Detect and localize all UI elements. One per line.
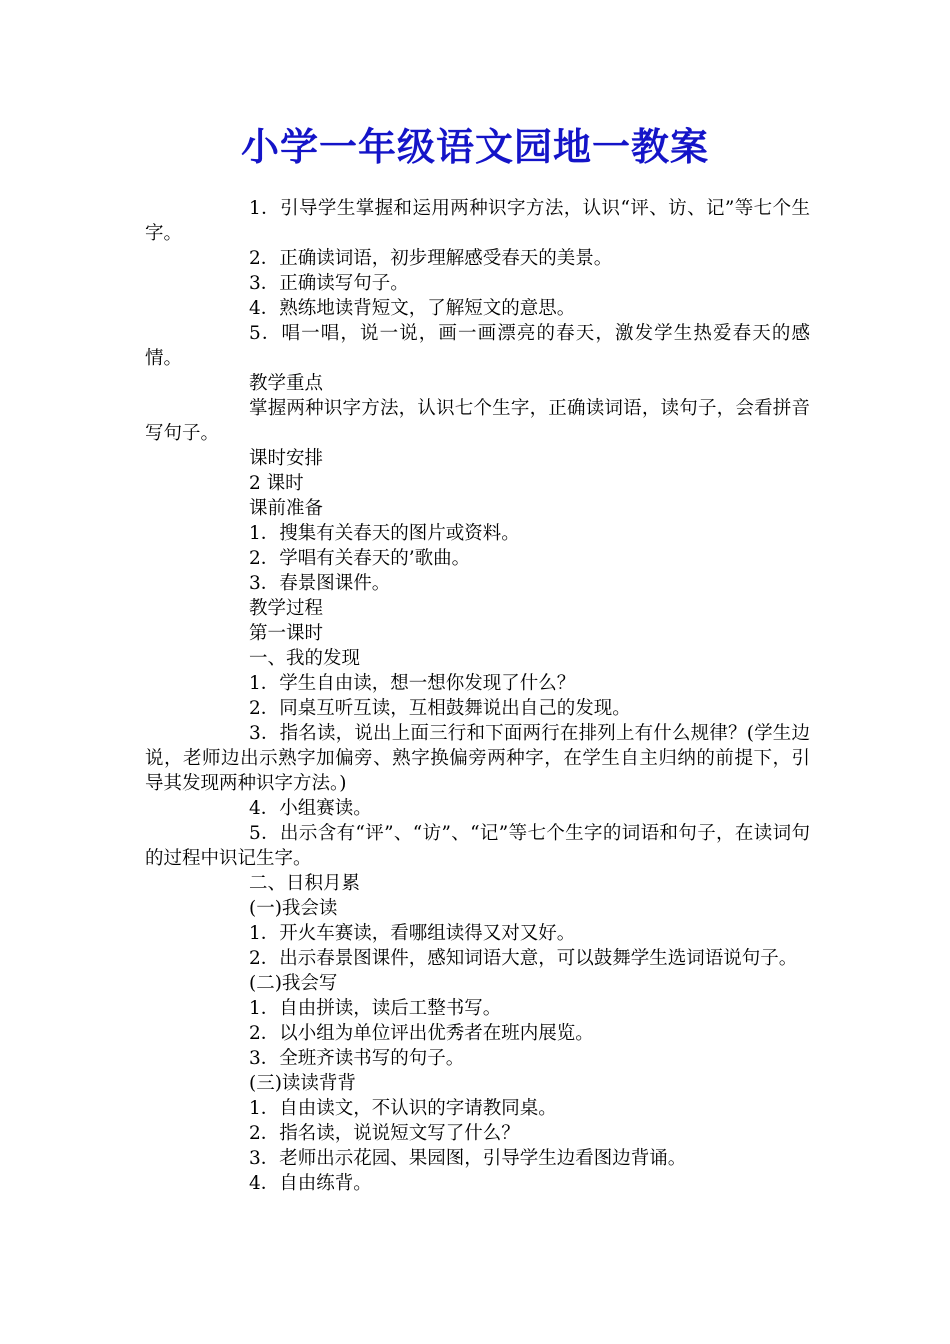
paragraph: (一)我会读 <box>249 898 338 919</box>
paragraph: 4．小组赛读。 <box>249 798 372 819</box>
document-title: 小学一年级语文园地一教案 <box>240 125 709 169</box>
paragraph: 2．指名读，说说短文写了什么？ <box>249 1123 520 1144</box>
paragraph: 4．自由练背。 <box>249 1173 372 1194</box>
paragraph: (三)读读背背 <box>249 1073 356 1094</box>
paragraph: 教学重点 <box>249 373 324 394</box>
paragraph: 3．指名读，说出上面三行和下面两行在排列上有什么规律？(学生边说，老师边出示熟字加偏旁、熟字换偏旁两种字，在学生自主归纳的前提下，引导其发现两种识字方法。) <box>145 723 810 794</box>
paragraph: 第一课时 <box>249 623 324 644</box>
paragraph: 2 课时 <box>249 473 304 494</box>
paragraph: 2．出示春景图课件，感知词语大意，可以鼓舞学生选词语说句子。 <box>249 948 798 969</box>
paragraph: 2．正确读词语，初步理解感受春天的美景。 <box>249 248 613 269</box>
paragraph: 5．出示含有“评”、“访”、“记”等七个生字的词语和句子，在读词句的过程中识记生字。 <box>145 823 810 869</box>
paragraph: 一、我的发现 <box>249 648 361 669</box>
paragraph: 1．自由读文，不认识的字请教同桌。 <box>249 1098 557 1119</box>
paragraph: 1．引导学生掌握和运用两种识字方法，认识“评、访、记”等七个生字。 <box>145 198 810 244</box>
paragraph: 1．学生自由读，想一想你发现了什么？ <box>249 673 576 694</box>
paragraph: 教学过程 <box>249 598 324 619</box>
paragraph: (二)我会写 <box>249 973 338 994</box>
paragraph: 3．全班齐读书写的句子。 <box>249 1048 465 1069</box>
paragraph: 3．老师出示花园、果园图，引导学生边看图边背诵。 <box>249 1148 687 1169</box>
paragraph: 1．自由拼读，读后工整书写。 <box>249 998 502 1019</box>
paragraph: 课时安排 <box>249 448 324 469</box>
paragraph: 3．正确读写句子。 <box>249 273 409 294</box>
paragraph: 5．唱一唱，说一说，画一画漂亮的春天，激发学生热爱春天的感情。 <box>145 323 810 369</box>
paragraph: 1．开火车赛读，看哪组读得又对又好。 <box>249 923 576 944</box>
paragraph: 2．学唱有关春天的’歌曲。 <box>249 548 471 569</box>
paragraph: 课前准备 <box>249 498 324 519</box>
paragraph: 2．同桌互听互读，互相鼓舞说出自己的发现。 <box>249 698 631 719</box>
paragraph: 2．以小组为单位评出优秀者在班内展览。 <box>249 1023 594 1044</box>
paragraph: 4．熟练地读背短文，了解短文的意思。 <box>249 298 576 319</box>
paragraph: 掌握两种识字方法，认识七个生字，正确读词语，读句子，会看拼音写句子。 <box>145 398 810 444</box>
paragraph: 二、日积月累 <box>249 873 361 894</box>
paragraph: 3．春景图课件。 <box>249 573 391 594</box>
paragraph: 1．搜集有关春天的图片或资料。 <box>249 523 520 544</box>
document-body <box>145 196 810 1196</box>
